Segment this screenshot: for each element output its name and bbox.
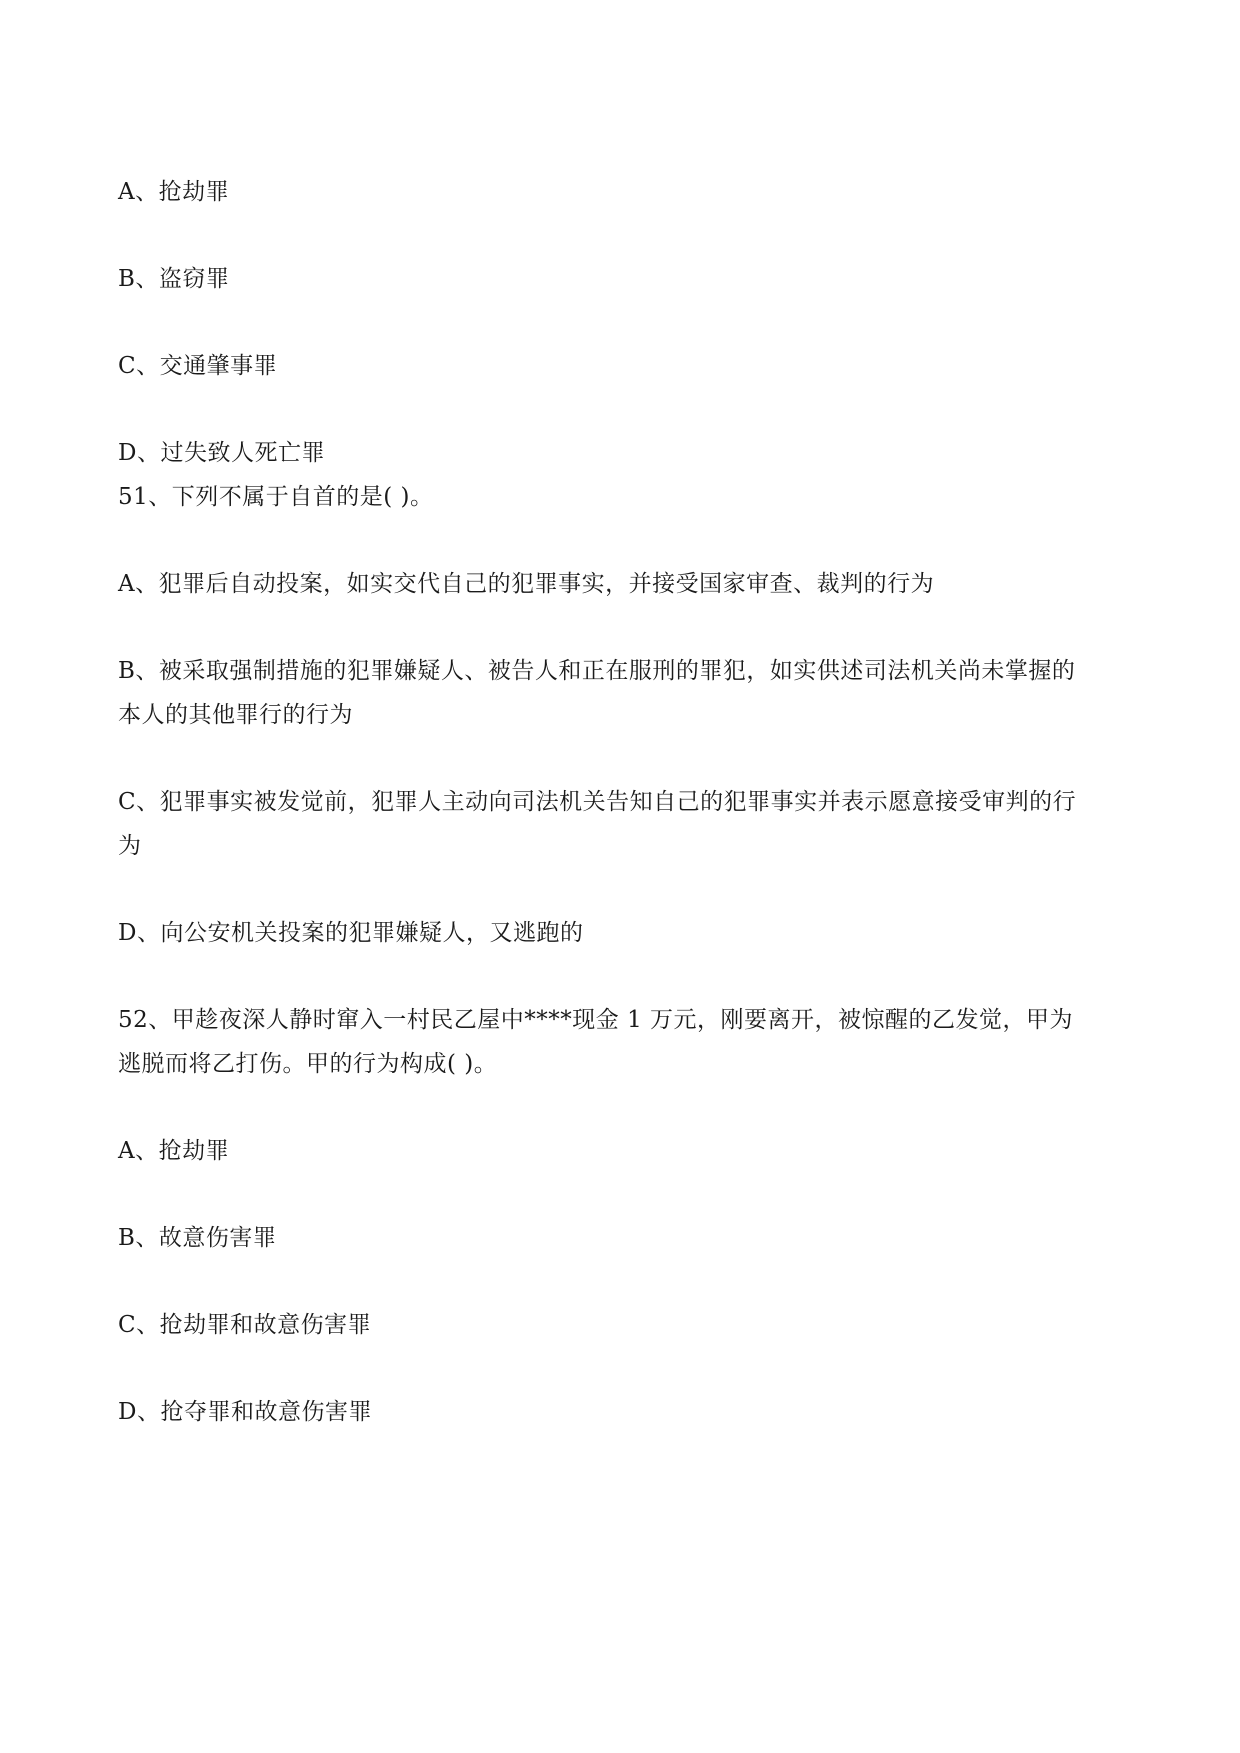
q50-option-b: B、盗窃罪 — [118, 266, 230, 292]
q50-option-c: C、交通肇事罪 — [118, 353, 278, 379]
q51-stem: 51、下列不属于自首的是( )。 — [118, 484, 434, 510]
q52-option-a: A、抢劫罪 — [118, 1138, 230, 1164]
q52-stem-line1: 52、甲趁夜深人静时窜入一村民乙屋中****现金 1 万元，刚要离开，被惊醒的乙发觉，甲为 — [118, 1007, 1074, 1033]
q51-option-c-line2: 为 — [118, 833, 142, 859]
q51-option-b-line1: B、被采取强制措施的犯罪嫌疑人、被告人和正在服刑的罪犯，如实供述司法机关尚未掌握的 — [118, 658, 1076, 684]
q50-option-d: D、过失致人死亡罪 — [118, 440, 325, 466]
q52-option-d: D、抢夺罪和故意伤害罪 — [118, 1399, 372, 1425]
q52-stem-line2: 逃脱而将乙打伤。甲的行为构成( )。 — [118, 1051, 498, 1077]
q51-option-b-line2: 本人的其他罪行的行为 — [118, 702, 353, 728]
q51-option-d: D、向公安机关投案的犯罪嫌疑人，又逃跑的 — [118, 920, 584, 946]
q51-option-a: A、犯罪后自动投案，如实交代自己的犯罪事实，并接受国家审查、裁判的行为 — [118, 571, 935, 597]
q52-option-c: C、抢劫罪和故意伤害罪 — [118, 1312, 372, 1338]
q50-option-a: A、抢劫罪 — [118, 179, 230, 205]
q51-option-c-line1: C、犯罪事实被发觉前，犯罪人主动向司法机关告知自己的犯罪事实并表示愿意接受审判的行 — [118, 789, 1077, 815]
q52-option-b: B、故意伤害罪 — [118, 1225, 277, 1251]
